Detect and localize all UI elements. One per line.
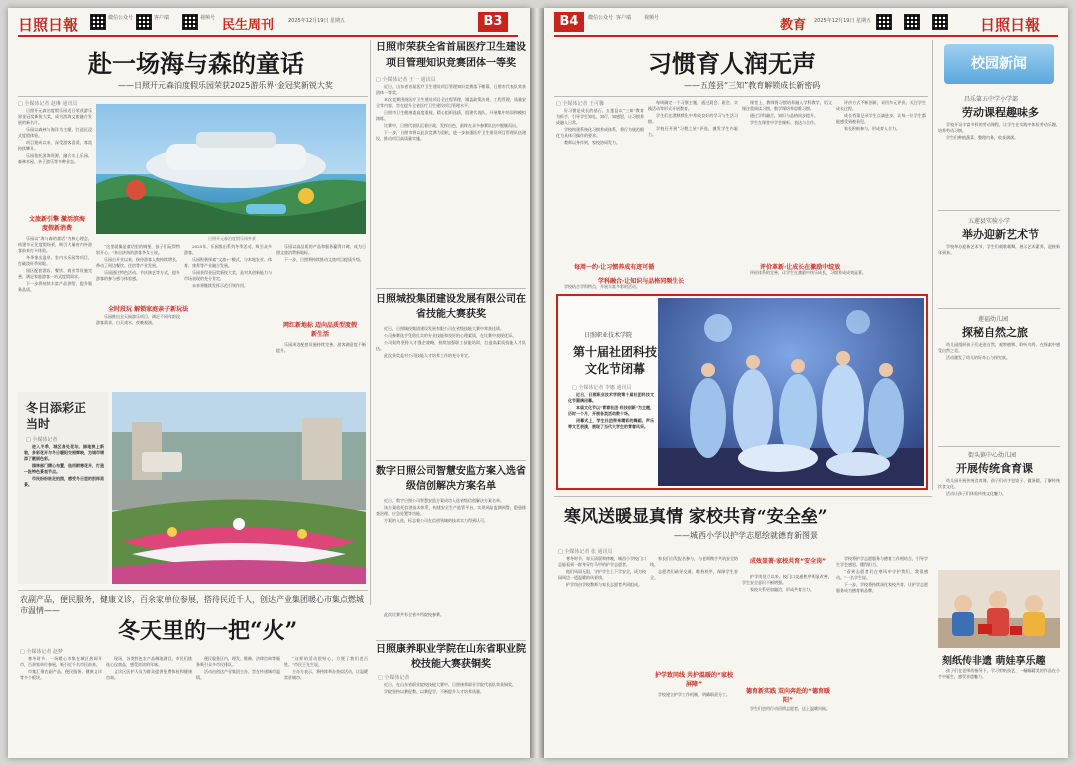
article-body: 评价方式不断创新，采用多元评价，关注学生成长过程。 成长档案记录学生点滴进步，让每一位学生都能感受到被看见。 家长积极参与，形成育人合力。 — [836, 100, 926, 131]
winter-title: 冬日添彩正当时 — [26, 401, 87, 431]
right-issue-info: 2025年12月19日 星期五 — [814, 18, 872, 24]
divider — [554, 96, 928, 97]
right-bottom-byline: □ 全媒体记者 张 通讯员 — [558, 549, 613, 555]
article-body: 寒冬时节，每天清晨和傍晚，城西小学校门口总能看到一群身穿红马甲的护学志愿者。 他们风雨无阻，守护学生上下学安全，成为校园周边一道温暖的风景线。 护学岗由学校教师与家长志愿者共同组成。 — [558, 556, 646, 587]
article-body: 现场，各类特色农产品琳琅满目，市民们挑选心仪商品，感受浓浓的年味。 义诊区医护人员为群众提供免费体检和健康咨询。 — [106, 656, 192, 680]
divider — [554, 496, 932, 497]
article-body: 乐园周边配套设施持续完善，游客满意度不断提升。 — [276, 342, 366, 353]
article-body: 学校开设丰富多样的劳动课程，让学生在实践中体验劳动乐趣，培养劳动习惯。 学生们种植蔬菜、整理内务，收获满满。 — [938, 122, 1060, 140]
right-page — [544, 8, 1068, 758]
bottom-title: 冬天里的一把“火” — [118, 618, 298, 644]
qr-code-icon — [136, 14, 152, 30]
feature-byline: □ 全媒体记者 李娜 通讯员 — [572, 385, 632, 391]
flower-bed-photo — [112, 392, 366, 584]
left-sub-head-2: 全时段玩 解锁家庭亲子新玩法 — [108, 306, 189, 313]
left-main-subtitle: ——日照开元森泊度假乐园荣获2025游乐界·金冠奖新锐大奖 — [118, 81, 333, 90]
column-divider — [370, 40, 371, 605]
divider — [938, 446, 1060, 447]
article-body: 护学岗设立以来，校门口交通秩序明显改善，学生安全意识不断增强。 家校关系更加融洽，形成共育合力。 — [742, 574, 832, 592]
right-page-number: B4 — [554, 12, 584, 32]
qr-code-icon — [90, 14, 106, 30]
left-tag-1: 客户端 — [154, 15, 170, 21]
right-main-byline: □ 全媒体记者 王可馨 — [556, 101, 604, 107]
bottom-byline: □ 全媒体记者 赵梦 — [20, 649, 63, 655]
divider — [938, 210, 1060, 211]
sidebar-item3-school: 莲福幼儿园 — [978, 316, 1009, 323]
article-body: 孩子们在老师的指导下，学习剪纸技艺，一幅幅精美的作品在小手中诞生，感受非遗魅力。 — [938, 668, 1060, 679]
right-bottom-sub-head-1: 护学致同线 共护温暖的“家校屏障” — [654, 672, 734, 688]
left-column-name: 民生周刊 — [222, 18, 275, 33]
article-body: 近日，在山东省职业院校技能大赛中，日照康养职业学院代表队荣获铜奖。 学院坚持以赛促教、以赛促学，不断提升人才培养质量。 — [384, 682, 516, 694]
left-main-byline: □ 全媒体记者 赵琳 通讯员 — [18, 101, 78, 107]
left-masthead: 日照日報 — [18, 16, 79, 34]
right-main-subtitle: ——五莲县“三知”教育解锁成长新密码 — [684, 81, 821, 90]
left-tag-2: 视频号 — [200, 15, 216, 21]
book-spine — [530, 8, 544, 758]
article-body: 此次比赛共有全省多所院校参赛。 — [384, 612, 444, 617]
header-rule — [18, 35, 518, 37]
right-bottom-sub-head-2: 成效显著·家校共育“安全岗” — [749, 558, 827, 565]
feature-title: 第十届社团科技文化节闭幕 — [572, 345, 657, 376]
left-side-head: 文旅新引擎 激活滨海度假新消费 — [28, 216, 86, 232]
article-body: “这样的活动很贴心，方便了我们老百姓。”市民王先生说。 主办方表示，将持续举办类似活动，让温暖常驻城市。 — [284, 656, 368, 680]
article-body: 好习惯是成长的基石。五莲县以“三知”教育为抓手，引导学生知礼、知行、知感恩，让习惯养成融入日常。 学校构建系统化习惯养成体系，将行为规范细化为具体可操作的要求。 教师以身作则，家校协同发力。 — [556, 108, 644, 145]
color-registration-bar — [724, 750, 752, 758]
right-sub-head-2: 学科融合·让知识与品格同频生长 — [598, 278, 685, 285]
left-main-title: 赴一场海与森的童话 — [88, 49, 304, 78]
qr-code-icon — [182, 14, 198, 30]
divider — [938, 308, 1060, 309]
article-body: 乐园以高品质的产品和服务赢得口碑，成为日照文旅消费新地标。 下一步，日照将持续推动文旅项目提质升级。 — [276, 244, 366, 262]
mid-news-title-4: 日照康养职业学院在山东省职业院校技能大赛获铜奖 — [376, 644, 526, 670]
right-column-name: 教育 — [780, 18, 807, 33]
sidebar-item4-title: 开展传统食育课 — [956, 462, 1033, 475]
sidebar-item3-title: 探秘自然之旅 — [962, 326, 1028, 339]
article-body: 便民服务区内，理发、维修、法律咨询等服务吸引众多市民排队。 活动由创达产业集团主办，旨在传递城市温情。 — [196, 656, 280, 680]
right-sub-head-3: 评价革新·让成长在激励中绽放 — [760, 264, 841, 271]
color-registration-bar — [208, 750, 236, 758]
mid-news-title-1: 日照市荣获全省首届医疗卫生建设项目管理知识竞赛团体一等奖 — [376, 42, 526, 69]
article-body: 学校结合学科特点，开展丰富多彩的活动。 — [564, 284, 640, 289]
left-tag-0: 微信公众号 — [108, 15, 134, 21]
article-body: 乐园推出全天候游乐项目，满足不同年龄段游客需求，白天戏水、夜晚观演。 — [96, 314, 180, 325]
article-body: 课堂上，教师将习惯培养融入学科教学，语文课注重阅读习惯，数学课培养思维习惯。 通过学科融合，知识与品格同步提升。 学生在课堂中学会倾听、表达与合作。 — [742, 100, 832, 125]
divider — [376, 288, 526, 289]
article-body: 近日，山东省首届医疗卫生建设项目管理知识竞赛落下帷幕，日照市代表队荣获团体一等奖。 本次竞赛围绕医疗卫生建设项目全过程管理，涵盖政策法规、工程管理、质量安全等内容，旨在提升全省医疗卫生建设项目管理水平。 日照市卫生健康委高度重视，精心组织选拔，组建代表队，开展集中培训和模拟演练。 比赛中，日照代表队沉着应战，发挥出色，最终在众多参赛队伍中脱颖而出。 下一步，日照市将以此次竞赛为契机，进一步加强医疗卫生建设项目管理队伍建设，推动项目高质量实施。 — [376, 84, 526, 141]
mid-news-title-2: 日照城投集团建设发展有限公司在省技能大赛获奖 — [376, 294, 526, 320]
article-body: 寒冬时节，一场暖心市集在城区热闹开市，百余家单位参展，吸引近千名市民前来。 市集汇聚农副产品、便民服务、健康义诊等多个板块。 — [20, 656, 102, 680]
right-bottom-sub-head-3: 德育新实践 双向奔赴的“德育暖阳” — [745, 688, 831, 704]
article-body: 近日，日照职业技术学院第十届社团科技文化节圆满闭幕。 本届文化节以“青春社团·科技创新”为主题，历时一个月，开展各类活动数十场。 闭幕式上，学生社团带来精彩的舞蹈、声乐等文艺表演，展现了当代大学生的青春风采。 — [568, 392, 654, 429]
qr-code-icon — [904, 14, 920, 30]
article-body: 学校建立护学工作机制，明确职责分工。 — [658, 692, 730, 697]
article-body: 每周确定一个习惯主题，通过晨会、班会、实践活动等形式开展教育。 学生们在潜移默化中养成良好的学习与生活习惯。 学校还开展“习惯之星”评选，激发学生内驱力。 — [648, 100, 738, 137]
article-body: 2025年，乐园推出系列冬季活动，吸引众多游客。 乐园积极探索“文旅+”模式，与本地农业、体育、康养等产业融合发展。 乐园获得金冠奖新锐大奖，是对其创新能力与市场表现的充分肯定。 未来将继续发挥示范引领作用。 — [184, 244, 272, 288]
left-page — [8, 8, 530, 758]
article-body: 日照开元森泊度假乐园近日荣获游乐界金冠奖新锐大奖，成为滨海文旅融合发展的新名片。 乐园以森林与海洋为主题，打造沉浸式度假体验。 项目建成以来，深受游客喜爱，客流持续攀升。 乐园依托滨海资源，融合水上乐园、森林木屋、亲子游乐等多种业态。 — [18, 108, 92, 164]
bottom-kicker: 农副产品，便民服务，健康义诊，百余家单位参展，搭待民近千人，创达产业集团暖心市集点燃城市温情—— — [20, 595, 364, 615]
right-tag-0: 微信公众号 — [588, 15, 614, 21]
article-body: 评价体系的完善，让学生在激励中快乐成长，习惯养成成效显著。 — [750, 270, 866, 275]
sidebar-item1-school: 昌乐第五中学小学部 — [964, 96, 1019, 103]
right-sub-head-1: 每周一约·让习惯养成有迹可循 — [574, 264, 655, 271]
article-body: 学校将护学志愿服务与德育工作相结合，引导学生学会感恩、懂得担当。 “看到志愿者们在寒风中守护我们，我很感动。”一名学生说。 下一步，学校将持续深化家校共育，让护学志愿服务成为德育新品牌。 — [836, 556, 928, 593]
right-main-title: 习惯育人润无声 — [648, 49, 816, 78]
resort-photo — [96, 104, 366, 234]
left-issue-info: 2025年12月19日 星期五 — [288, 18, 346, 24]
paper-cutting-photo — [938, 570, 1060, 648]
column-divider — [932, 40, 933, 490]
dance-performance-photo — [658, 298, 924, 486]
sidebar-item2-title: 举办迎新艺术节 — [962, 228, 1039, 241]
sidebar-item5-title: 刻纸传非遗 萌娃享乐趣 — [942, 656, 1046, 667]
qr-code-icon — [932, 14, 948, 30]
article-body: 幼儿园组织孩子们走进自然，观察植物、聆听鸟鸣，在探索中感受自然之美。 活动激发了幼儿的好奇心与探究欲。 — [938, 342, 1060, 360]
sidebar-item2-school: 五莲县实验小学 — [968, 218, 1011, 225]
article-body: 学校举办迎新艺术节，学生们载歌载舞，展示艺术素养，迎接新年到来。 — [938, 244, 1060, 255]
article-body: “这里就像是童话里的城堡，孩子们玩得特别开心。”来自济南的游客李女士说。 乐园自开业以来，接待游客人数持续增长，带动了周边餐饮、住宿等产业发展。 乐园通过特色活动、节庆演艺等方式，提升游客的参与感与体验感。 — [96, 244, 180, 281]
divider — [376, 460, 526, 461]
article-body: 家长们自发报名参与，与老师携手共筑安全防线。 志愿者们疏导交通、维持秩序，保障学生安全。 — [650, 556, 738, 580]
article-body: 近日，日照城投集团建设发展有限公司在省级技能大赛中荣获佳绩。 公司参赛选手凭借扎实的专业技能和良好的心理素质，在比赛中表现优异。 公司始终坚持人才强企战略，持续加强职工技能培训，打造高素质技能人才队伍。 此次获奖是对公司技能人才培养工作的充分肯定。 — [376, 326, 526, 358]
divider — [376, 640, 526, 641]
divider — [18, 590, 368, 591]
sidebar-item4-school: 街头镇中心幼儿园 — [968, 452, 1017, 459]
divider — [18, 96, 368, 97]
left-page-number: B3 — [478, 12, 508, 32]
right-masthead: 日照日報 — [980, 16, 1041, 34]
article-body: 学生们也用行动回馈志愿者，送上温暖问候。 — [750, 706, 830, 711]
mid-news-byline-1: □ 全媒体记者 王一 通讯员 — [376, 77, 436, 83]
article-body: 乐园以“海与森的童话”为核心理念，构建多元化度假场景，吸引大量省内外游客前来打卡体验。 冬季推出温泉、室内水乐园等项目，打破淡旺季界限。 园区配套酒店、餐饮、商业等设施完善，满足家庭游客一站式度假需求。 下一步将持续丰富产品供给，提升服务品质。 — [18, 236, 92, 292]
photo-caption: 日照开元森泊度假乐园外景 — [208, 236, 256, 241]
right-tag-1: 客户端 — [616, 15, 632, 21]
article-body: 进入冬季，城区各处花坛、绿地换上新装，多彩花卉与冬日暖阳交相辉映，为城市增添了靓丽色彩。 园林部门精心布置，选用耐寒花卉，打造一批特色景观节点。 市民纷纷驻足拍照，感受冬日里的别样美景。 — [24, 444, 104, 487]
article-body: 幼儿园开展传统食育课，孩子们动手包饺子、做汤圆，了解传统饮食文化。 活动让孩子们体验传统文化魅力。 — [938, 478, 1060, 496]
right-bottom-title: 寒风送暖显真情 家校共育“安全垒” — [564, 507, 828, 527]
feature-school: 日照职业技术学院 — [584, 332, 633, 339]
right-tag-2: 视频号 — [644, 15, 660, 21]
right-bottom-subtitle: ——城西小学以护学志愿绘就德育新图景 — [674, 531, 818, 540]
mid-news-byline-4: □ 全媒体记者 — [378, 675, 410, 681]
left-sub-head-1: 网红新地标 迈向品质型度假新生活 — [282, 322, 358, 338]
winter-byline: □ 全媒体记者 — [26, 437, 58, 443]
campus-news-badge: 校园新闻 — [944, 44, 1054, 84]
sidebar-item1-title: 劳动课程趣味多 — [962, 106, 1039, 119]
qr-code-icon — [876, 14, 892, 30]
header-rule — [554, 35, 1058, 37]
mid-news-title-3: 数字日照公司智慧安监方案入选省级信创解决方案名单 — [376, 466, 526, 492]
article-body: 近日，数字日照公司智慧安监方案成功入选省级信创解决方案名单。 该方案依托信创技术体系，构建安全生产监管平台，实现风险监测预警、隐患排查治理、应急处置等功能。 方案的入选，标志着公司在信创领域的技术实力得到认可。 — [376, 498, 526, 523]
